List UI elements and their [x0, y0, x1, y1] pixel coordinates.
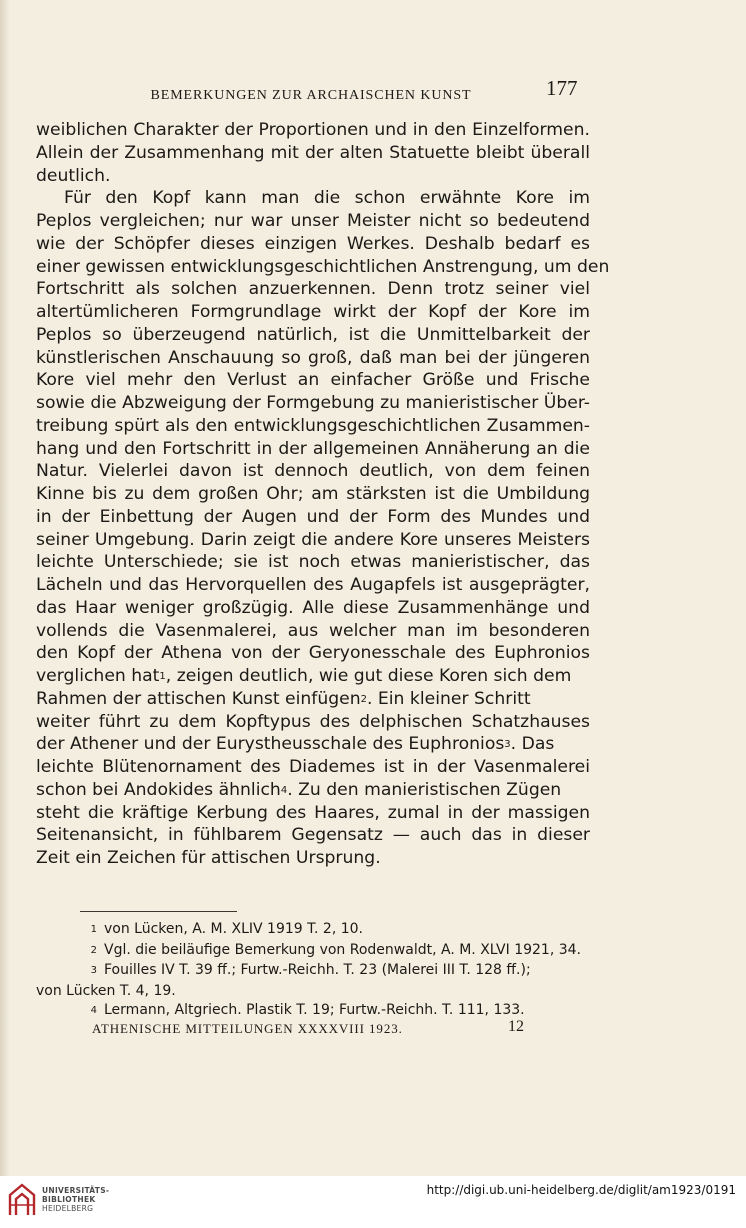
text-line: Für den Kopf kann man die schon erwähnte Kore im — [64, 188, 590, 209]
footnote: 1 von Lücken, A. M. XLIV 1919 T. 2, 10. — [90, 921, 363, 937]
text-line: das Haar weniger großzügig. Alle diese Zusammenhänge und — [36, 597, 590, 618]
text-line: Zeit ein Zeichen für attischen Ursprung. — [36, 848, 381, 868]
library-logo-text[interactable]: UNIVERSITÄTS- BIBLIOTHEK HEIDELBERG — [42, 1186, 110, 1213]
footnote-ref: 1 — [159, 671, 166, 682]
footnotes — [36, 920, 590, 1022]
signature-mark: 12 — [508, 1018, 524, 1035]
footnote: 3 Fouilles IV T. 39 ff.; Furtw.-Reichh. T. 23 (Malerei III T. 128 ff.); — [90, 962, 531, 978]
text-line: sowie die Abzweigung der Formgebung zu manieristischer Über- — [36, 393, 590, 413]
journal-title: ATHENISCHE MITTEILUNGEN XXXXVIII 1923. — [92, 1021, 403, 1036]
library-logo-icon — [8, 1183, 36, 1217]
footnote: 4 Lermann, Altgriech. Plastik T. 19; Furtw.-Reichh. T. 111, 133. — [90, 1002, 525, 1018]
text-line: Fortschritt als solchen anzuerkennen. Denn trotz seiner viel — [36, 279, 590, 300]
text-line: leichte Unterschiede; sie ist noch etwas manieristischer, das — [36, 552, 590, 573]
text-line: Natur. Vielerlei davon ist dennoch deutlich, von dem feinen — [36, 461, 590, 482]
text-line: in der Einbettung der Augen und der Form des Mundes und — [36, 506, 590, 527]
text-line: künstlerischen Anschauung so groß, daß man bei der jüngeren — [36, 347, 590, 368]
text-line: Kinne bis zu dem großen Ohr; am stärksten ist die Umbildung — [36, 484, 590, 504]
text-line: seiner Umgebung. Darin zeigt die andere Kore unseres Meisters — [36, 529, 590, 550]
text-line: deutlich. — [36, 165, 111, 186]
text-line: Allein der Zusammenhang mit der alten Statuette bleibt überall — [36, 142, 590, 163]
text-line: Rahmen der attischen Kunst einfügen$^2$. Ein kleiner Schritt — [36, 688, 531, 709]
running-header: BEMERKUNGEN ZUR ARCHAISCHEN KUNST — [150, 88, 472, 103]
page-number: 177 — [546, 76, 578, 100]
footnote-divider — [80, 911, 237, 912]
text-line: Seitenansicht, in fühlbarem Gegensatz — auch das in dieser — [36, 825, 590, 846]
permalink-url[interactable]: http://digi.ub.uni-heidelberg.de/diglit/am1923/0191 — [426, 1183, 736, 1197]
footnote: 2 Vgl. die beiläufige Bemerkung von Rodenwaldt, A. M. XLVI 1921, 34. — [90, 941, 581, 958]
text-line: schon bei Andokides ähnlich$^4$. Zu den manieristischen Zügen — [36, 779, 562, 800]
text-line: einer gewissen entwicklungsgeschichtlichen Anstrengung, um den — [36, 256, 610, 277]
text-line: hang und den Fortschritt in der allgemeinen Annäherung an die — [36, 438, 590, 459]
footnote-ref: 3 — [504, 739, 511, 751]
text-line: vollends die Vasenmalerei, aus welcher man im besonderen — [36, 620, 590, 641]
footnote-ref: 2 — [360, 693, 367, 705]
text-line: steht die kräftige Kerbung des Haares, zumal in der massigen — [36, 802, 590, 823]
text-line: leichte Blütenornament des Diademes ist in der Vasenmalerei — [36, 757, 590, 777]
journal-footer — [92, 1018, 524, 1037]
body-text — [36, 119, 610, 870]
text-line: treibung spürt als den entwicklungsgeschichtlichen Zusammen- — [36, 415, 590, 436]
text-line: Peplos vergleichen; nur war unser Meister nicht so bedeutend — [36, 211, 590, 231]
text-line: wie der Schöpfer dieses einzigen Werkes. Deshalb bedarf es — [36, 233, 590, 254]
text-line: Kore viel mehr den Verlust an einfacher Größe und Frische — [36, 370, 590, 391]
text-line: altertümlicheren Formgrundlage wirkt der Kopf der Kore im — [36, 302, 590, 322]
footnote-ref: 4 — [280, 784, 288, 796]
text-line: Peplos so überzeugend natürlich, ist die Unmittelbarkeit der — [36, 324, 590, 345]
text-line: den Kopf der Athena von der Geryonesschale des Euphronios — [36, 643, 590, 664]
text-line: weiter führt zu dem Kopftypus des delphischen Schatzhauses — [36, 711, 590, 732]
text-line: verglichen hat$^1$, zeigen deutlich, wie gut diese Koren sich dem — [36, 666, 572, 686]
text-line: weiblichen Charakter der Proportionen und in den Einzelformen. — [36, 120, 590, 140]
text-line: Lächeln und das Hervorquellen des Augapfels ist ausgeprägter, — [36, 575, 590, 595]
footnote-continuation: von Lücken T. 4, 19. — [36, 982, 176, 999]
text-line: der Athener und der Eurystheusschale des Euphronios$^3$. Das — [36, 734, 555, 755]
